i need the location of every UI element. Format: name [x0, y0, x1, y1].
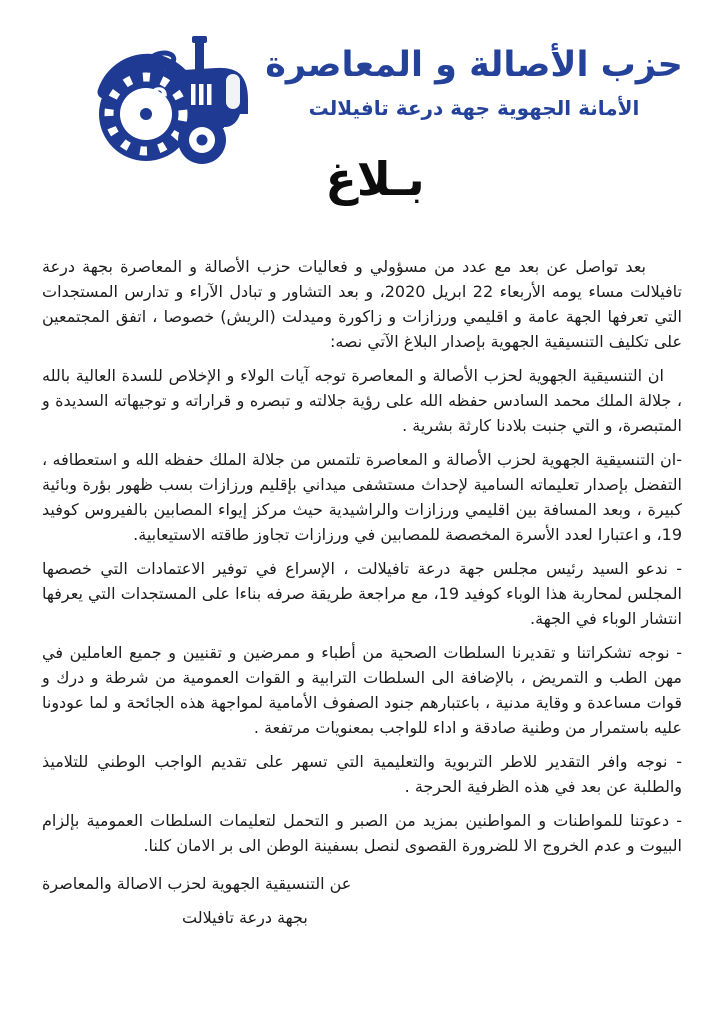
header-text-block — [254, 44, 694, 120]
party-name: حزب الأصالة و المعاصرة — [265, 45, 683, 85]
signature-block — [0, 867, 720, 930]
signature-line-1: عن التنسيقية الجهوية لحزب الاصالة والمعاصرة — [42, 874, 352, 893]
paragraph-field-hospital-request: -ان التنسيقية الجهوية لحزب الأصالة و المعاصرة تلتمس من جلالة الملك حفظه الله و استعطافه ، التفضل بإصدار تعليماته السامية لإحداث مستشفى ميداني بإقليم ورزازات بسب ظهور بؤرة وبائية كبيرة ، وبعد المسافة بين اقليمي ورزازات والراشيدية حيث مركز إيواء المصابين بالفيروس كوفيد 19، و اعتبارا لعدد الأسرة المخصصة للمصابين في ورزازات تجاوز طاقته الاستيعابية. — [42, 450, 682, 544]
paragraph-thanks-educators: - نوجه وافر التقدير للاطر التربوية والتعليمية التي تسهر على تقديم الواجب الوطني للتلاميذ والطلبة عن بعد في هذه الظرفية الحرجة . — [42, 752, 682, 796]
logo-letter: e — [149, 78, 168, 109]
communique-title: بـلاغ — [325, 152, 425, 206]
signature-line-2: بجهة درعة تافيلالت — [182, 908, 308, 927]
document-body — [0, 230, 720, 858]
paragraph-thanks-health-authorities: - نوجه تشكراتنا و تقديرنا السلطات الصحية من أطباء و ممرضين و تقنيين و جميع العاملين في مهن الطب و التمريض ، بالإضافة الى السلطات الترابية و القوات العمومية من شرطة و درك و قوات مساعدة و وقاية مدنية ، باعتبارهم جنود الصفوف الأمامية لمواجهة هذه الجائحة و لما عودونا عليه باستمرار من وطنية صادقة و اداء للواجب بمعنويات مرتفعة . — [42, 643, 682, 737]
paragraph-allegiance-to-king: ان التنسيقية الجهوية لحزب الأصالة و المعاصرة توجه آيات الولاء و الإخلاص للسدة العالية بالله ، جلالة الملك محمد السادس حفظه الله على رؤية جلالته و تبصره و قراراته و توجيهاته السديدة و المتبصرة، و التي جنبت بلادنا كارثة بشرية . — [42, 366, 682, 435]
paragraph-call-to-citizens: - دعوتنا للمواطنات و المواطنين بمزيد من الصبر و التحمل لتعليمات السلطات العمومية بإلزام البيوت و عدم الخروج الا للضرورة القصوى لنصل بسفينة الوطن الى بر الامان كلنا. — [42, 811, 682, 855]
paragraph-intro: بعد تواصل عن بعد مع عدد من مسؤولي و فعاليات حزب الأصالة و المعاصرة بجهة درعة تافيلالت مساء يومه الأربعاء 22 ابريل 2020، و بعد التشاور و تبادل الآراء و تدارس المستجدات التي تعرفها الجهة عامة و اقليمي ورزازات و زاكورة وميدلت (الريش) خصوصا ، اتفق المجتمعين على تكليف التنسيقية الجهوية بإصدار البلاغ الآتي نصه: — [42, 257, 683, 351]
paragraph-regional-council-appeal: - ندعو السيد رئيس مجلس جهة درعة تافيلالت ، الإسراع في توفير الاعتمادات التي خصصها المجلس لمحاربة هذا الوباء كوفيد 19، مع مراجعة طريقة صرفه بناءا على المستجدات التي يعرفها انتشار الوباء في الجهة. — [42, 559, 682, 628]
regional-secretariat: الأمانة الجهوية جهة درعة تافيلالت — [308, 96, 640, 120]
document-header — [0, 0, 720, 230]
